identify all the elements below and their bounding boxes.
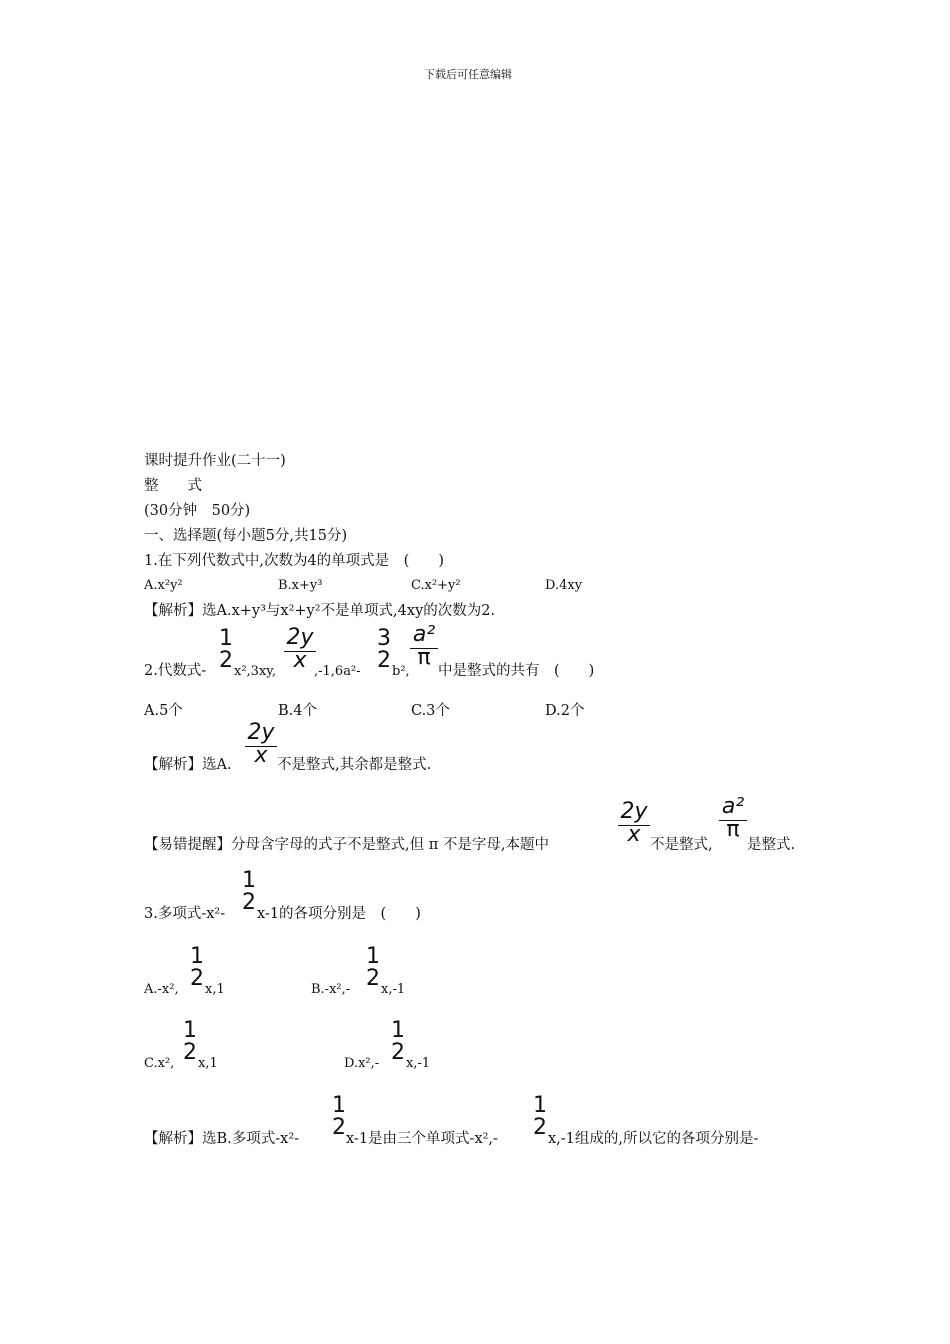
fraction-a-squared-over-pi xyxy=(410,624,438,669)
fraction-numerator: 1 xyxy=(242,868,256,893)
fraction-denominator: 2 xyxy=(190,966,204,991)
fraction-2y-over-x xyxy=(284,627,316,672)
header-note: 下载后可任意编辑 xyxy=(424,68,512,81)
fraction-numerator: 1 xyxy=(332,1093,346,1118)
q2-stem-part-2: x²,3xy, xyxy=(234,664,277,679)
fraction-numerator: a² xyxy=(721,794,745,819)
q1-option-b: B.x+y³ xyxy=(278,578,323,593)
fraction-one-half xyxy=(240,870,258,914)
page-subtitle: 整 式 xyxy=(144,478,202,494)
fraction-numerator: 1 xyxy=(533,1093,547,1118)
q3-option-a-part-1: A.-x², xyxy=(144,982,179,997)
q3-option-b-part-1: B.-x²,- xyxy=(311,982,351,997)
q1-option-c: C.x²+y² xyxy=(411,578,461,593)
fraction-denominator: π xyxy=(726,817,740,842)
section-heading: 一、选择题(每小题5分,共15分) xyxy=(144,528,348,544)
fraction-denominator: π xyxy=(417,645,431,670)
q3-option-b-part-2: x,-1 xyxy=(381,982,406,997)
q3-option-c-part-2: x,1 xyxy=(198,1056,218,1071)
q2-stem-part-1: 2.代数式- xyxy=(144,663,207,679)
fraction-denominator: 2 xyxy=(219,648,233,673)
q3-option-d-part-1: D.x²,- xyxy=(344,1056,380,1071)
fraction-denominator: 2 xyxy=(377,648,391,673)
q2-tip-part-3: 是整式. xyxy=(747,837,796,853)
q1-analysis: 【解析】选A.x+y³与x²+y²不是单项式,4xy的次数为2. xyxy=(144,603,496,619)
fraction-numerator: 2y xyxy=(247,720,275,745)
q3-analysis-part-3: x,-1组成的,所以它的各项分别是- xyxy=(548,1131,759,1147)
q2-stem-part-4: b², xyxy=(392,664,410,679)
fraction-numerator: 1 xyxy=(366,944,380,969)
fraction-a-squared-over-pi xyxy=(719,796,747,841)
q3-option-c-part-1: C.x², xyxy=(144,1056,175,1071)
q3-analysis-part-2: x-1是由三个单项式-x²,- xyxy=(346,1131,498,1147)
q2-option-d: D.2个 xyxy=(545,703,585,719)
fraction-one-half xyxy=(181,1020,199,1064)
fraction-one-half xyxy=(364,946,382,990)
q3-option-d-part-2: x,-1 xyxy=(406,1056,431,1071)
fraction-one-half xyxy=(531,1095,549,1139)
fraction-numerator: 2y xyxy=(620,799,648,824)
fraction-numerator: 1 xyxy=(190,944,204,969)
fraction-denominator: 2 xyxy=(183,1040,197,1065)
fraction-denominator: 2 xyxy=(533,1115,547,1140)
fraction-numerator: 2y xyxy=(286,625,314,650)
fraction-numerator: 1 xyxy=(219,626,233,651)
fraction-2y-over-x xyxy=(618,801,650,846)
fraction-denominator: 2 xyxy=(242,890,256,915)
fraction-denominator: 2 xyxy=(391,1040,405,1065)
q2-analysis-part-2: 不是整式,其余都是整式. xyxy=(277,757,432,773)
q1-option-a: A.x²y² xyxy=(144,578,183,593)
q2-tip-part-2: 不是整式, xyxy=(650,837,713,853)
q1-option-d: D.4xy xyxy=(545,578,583,593)
q2-stem-part-5: 中是整式的共有 ( ) xyxy=(438,663,595,679)
q2-analysis-part-1: 【解析】选A. xyxy=(144,757,232,773)
fraction-numerator: 3 xyxy=(377,626,391,651)
fraction-numerator: 1 xyxy=(183,1018,197,1043)
fraction-denominator: x xyxy=(627,822,641,847)
fraction-three-halves xyxy=(375,628,393,672)
q2-option-b: B.4个 xyxy=(278,703,317,719)
fraction-one-half xyxy=(217,628,235,672)
q3-stem-part-2: x-1的各项分别是 ( ) xyxy=(257,906,421,922)
fraction-denominator: 2 xyxy=(366,966,380,991)
q2-stem-part-3: ,-1,6a²- xyxy=(314,664,361,679)
page-title: 课时提升作业(二十一) xyxy=(144,453,286,469)
q3-option-a-part-2: x,1 xyxy=(205,982,225,997)
q2-tip-part-1: 【易错提醒】分母含字母的式子不是整式,但 π 不是字母,本题中 xyxy=(144,837,549,853)
fraction-denominator: x xyxy=(293,648,307,673)
q2-option-a: A.5个 xyxy=(144,703,183,719)
fraction-one-half xyxy=(188,946,206,990)
q2-option-c: C.3个 xyxy=(411,703,450,719)
fraction-numerator: a² xyxy=(412,622,436,647)
q3-stem-part-1: 3.多项式-x²- xyxy=(144,906,226,922)
fraction-numerator: 1 xyxy=(391,1018,405,1043)
fraction-one-half xyxy=(389,1020,407,1064)
fraction-denominator: 2 xyxy=(332,1115,346,1140)
time-info: (30分钟 50分) xyxy=(144,503,251,519)
q3-analysis-part-1: 【解析】选B.多项式-x²- xyxy=(144,1131,300,1147)
question-1-stem: 1.在下列代数式中,次数为4的单项式是 ( ) xyxy=(144,553,444,569)
fraction-denominator: x xyxy=(254,743,268,768)
fraction-2y-over-x xyxy=(245,722,277,767)
